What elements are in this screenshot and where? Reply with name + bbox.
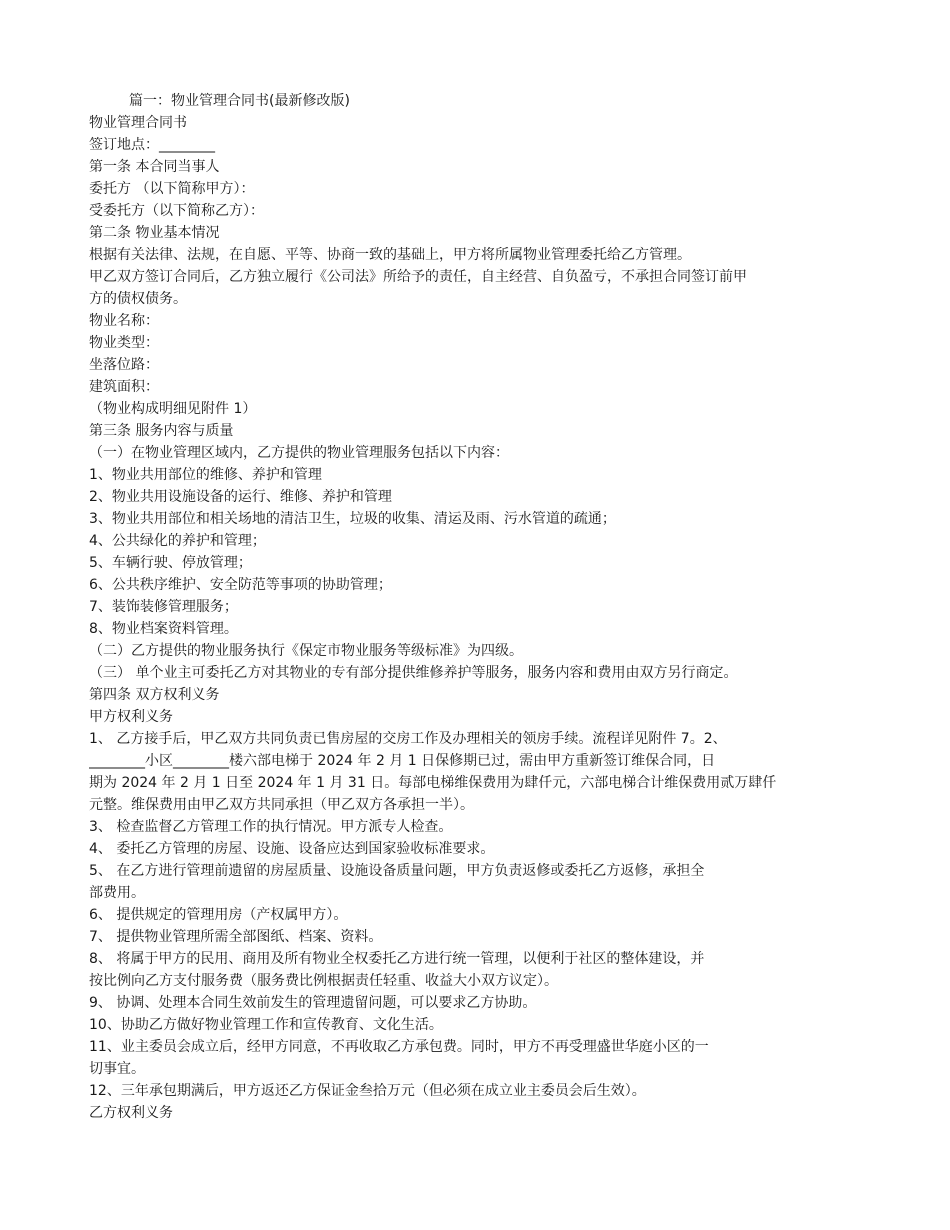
list-item: ________小区________楼六部电梯于 2024 年 2 月 1 日保修期已过，需由甲方重新签订维保合同，日 (89, 753, 716, 769)
property-type-field: 物业类型： (89, 335, 159, 351)
party-b-duties-heading: 乙方权利义务 (89, 1105, 173, 1121)
property-location-field: 坐落位路： (89, 357, 159, 373)
paragraph-line: 根据有关法律、法规，在自愿、平等、协商一致的基础上，甲方将所属物业管理委托给乙方管理。 (89, 247, 691, 263)
article-4-heading: 第四条 双方权利义务 (89, 687, 220, 703)
paragraph-line: 方的债权债务。 (89, 291, 187, 307)
list-item: 2、物业共用设施设备的运行、维修、养护和管理 (89, 489, 392, 505)
list-item: 9、 协调、处理本合同生效前发生的管理遗留问题，可以要求乙方协助。 (89, 995, 537, 1011)
list-item: 3、物业共用部位和相关场地的清洁卫生，垃圾的收集、清运及雨、污水管道的疏通； (89, 511, 616, 527)
list-item: 期为 2024 年 2 月 1 日至 2024 年 1 月 31 日。每部电梯维保费用为肆仟元，六部电梯合计维保费用贰万肆仟 (89, 775, 777, 791)
property-name-field: 物业名称： (89, 313, 159, 329)
list-item: 11、业主委员会成立后，经甲方同意，不再收取乙方承包费。同时，甲方不再受理盛世华庭小区的一 (89, 1039, 709, 1055)
list-item: 切事宜。 (89, 1061, 145, 1077)
list-item: 元整。维保费用由甲乙双方共同承担（甲乙双方各承担一半）。 (89, 797, 474, 813)
list-item: 10、协助乙方做好物业管理工作和宣传教育、文化生活。 (89, 1017, 443, 1033)
document-title: 篇一：物业管理合同书(最新修改版) (129, 93, 350, 109)
list-item: 4、 委托乙方管理的房屋、设施、设备应达到国家验收标准要求。 (89, 841, 495, 857)
contract-name: 物业管理合同书 (89, 115, 187, 131)
paragraph-line: （二）乙方提供的物业服务执行《保定市物业服务等级标准》为四级。 (89, 643, 523, 659)
list-item: 按比例向乙方支付服务费（服务费比例根据责任轻重、收益大小双方议定）。 (89, 973, 558, 989)
list-item: 8、 将属于甲方的民用、商用及所有物业全权委托乙方进行统一管理，以便利于社区的整体建设，并 (89, 951, 705, 967)
article-1-heading: 第一条 本合同当事人 (89, 159, 220, 175)
party-b-line: 受委托方（以下简称乙方）： (89, 203, 264, 219)
list-item: 1、 乙方接手后，甲乙双方共同负责已售房屋的交房工作及办理相关的领房手续。流程详见附件 7。2、 (89, 731, 727, 747)
list-item: 6、 提供规定的管理用房（产权属甲方）。 (89, 907, 348, 923)
list-item: 5、 在乙方进行管理前遗留的房屋质量、设施设备质量问题，甲方负责返修或委托乙方返修，承担全 (89, 863, 705, 879)
list-item: 1、物业共用部位的维修、养护和管理 (89, 467, 322, 483)
list-item: 8、物业档案资料管理。 (89, 621, 238, 637)
list-item: 3、 检查监督乙方管理工作的执行情况。甲方派专人检查。 (89, 819, 453, 835)
article-3-heading: 第三条 服务内容与质量 (89, 423, 234, 439)
attachment-note: （物业构成明细见附件 1） (89, 401, 257, 417)
list-item: 4、公共绿化的养护和管理； (89, 533, 266, 549)
building-area-field: 建筑面积： (89, 379, 159, 395)
list-item: 12、三年承包期满后，甲方返还乙方保证金叁拾万元（但必须在成立业主委员会后生效）。 (89, 1083, 646, 1099)
party-a-duties-heading: 甲方权利义务 (89, 709, 173, 725)
article-2-heading: 第二条 物业基本情况 (89, 225, 220, 241)
list-item: 6、公共秩序维护、安全防范等事项的协助管理； (89, 577, 392, 593)
signing-place: 签订地点：________ (89, 137, 215, 153)
paragraph-line: （三） 单个业主可委托乙方对其物业的专有部分提供维修养护等服务，服务内容和费用由双方另行商定。 (89, 665, 738, 681)
list-item: 部费用。 (89, 885, 145, 901)
list-item: 7、装饰装修管理服务； (89, 599, 238, 615)
party-a-line: 委托方 （以下简称甲方）： (89, 181, 255, 197)
paragraph-line: （一）在物业管理区域内，乙方提供的物业管理服务包括以下内容： (89, 445, 509, 461)
contract-document (89, 90, 869, 1124)
list-item: 5、车辆行驶、停放管理； (89, 555, 252, 571)
paragraph-line: 甲乙双方签订合同后，乙方独立履行《公司法》所给予的责任，自主经营、自负盈亏，不承担合同签订前甲 (89, 269, 747, 285)
list-item: 7、 提供物业管理所需全部图纸、档案、资料。 (89, 929, 383, 945)
